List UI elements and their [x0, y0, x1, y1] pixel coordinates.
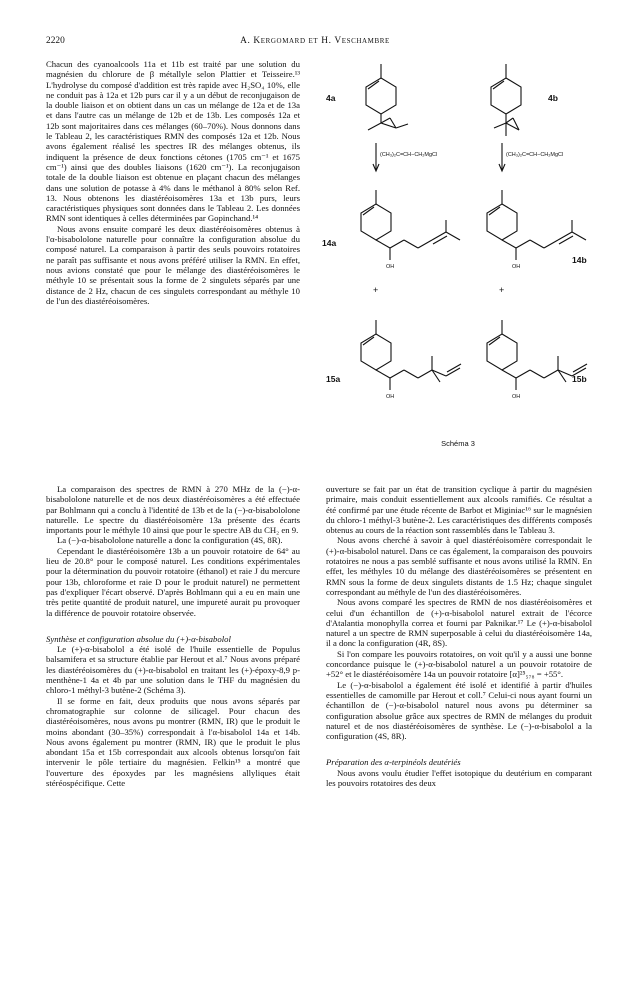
section-heading: Synthèse et configuration absolue du (+)-α-bisabolol [46, 633, 231, 644]
paragraph: Chacun des cyanoalcools 11a et 11b est traité par une solution du magnésien du chlorure de β métallyle selon Plattier et Teisseire.¹³ L'hydrolyse du composé d'addition est très rapide avec H₂SO₄ 10%, elle ne conduit pas à 12a et 12b purs car il y a un début de reconjugaison de la double liaison et on obtient dans un cas un mélange de 12a et de 13a et dans l'autre cas un mélange de 12b et de 13b. Les composés 12a et 12b sont majoritaires dans ces mélanges (60–70%). Nous donnons dans le Tableau 2, les caractéristiques RMN des composés 12a et 12b. Nous avons également réalisé les spectres IR des mélanges obtenus, ils indiquent la présence de deux fonctions cétones (1705 cm⁻¹ et 1675 cm⁻¹) ainsi que des doubles liaisons (1620 cm⁻¹). La reconjugaison totale de la double liaison est obtenue en plaçant chacun des mélanges dans une solution de potasse à 4% dans le méthanol à 80% selon Ref. 13. Nous obtenons les diastéréoisomères 13a et 13b purs, leurs caractéristiques physiques sont données dans le Tableau 2. Les données RMN sont identiques à celles déterminées par Gopinchand.¹⁴ [46, 59, 300, 224]
plus-sign: + [499, 285, 505, 295]
compound-label: 14a [322, 238, 337, 248]
bisabolol-14a-structure [361, 190, 460, 260]
left-column-bottom [46, 484, 300, 788]
compound-label: 4b [548, 93, 558, 103]
reagent-label: (CH₃)₂C=CH−CH₂MgCl [380, 152, 438, 158]
paragraph: Nous avons voulu étudier l'effet isotopique du deutérium en comparant les pouvoirs rotatoires des deux [326, 767, 592, 789]
paragraph: Le (−)-α-bisabolol a également été isolé et identifié à partir d'huiles essentielles de camomille par Herout et coll.⁷ Celui-ci nous ayant fourni un échantillon de (−)-α-bisabolol naturel nous avons pu déterminer sa configuration absolue grâce aux spectres de RMN de mélanges du produit naturel et de nos diastéréoisomères de synthèse. Le (−)-α-bisabolol a la configuration (4S, 8R). [326, 679, 592, 742]
paragraph: La (−)-α-bisabololone naturelle a donc la configuration (4S, 8R). [57, 535, 283, 546]
scheme-3-drawing [316, 58, 600, 478]
reagent-label: (CH₃)₂C=CH−CH₂MgCl [506, 152, 564, 158]
paragraph: Le (+)-α-bisabolol a été isolé de l'huile essentielle de Populus balsamifera et sa structure établie par Herout et al.⁷ Nous avons préparé les diastéréoisomères du (+)-α-bisabolol en traitant les (+)-époxy-8,9 p-menthène-1 4a et 4b par une solution dans le THF du magnésien du chloro-1 méthyl-3 butène-2 (Schéma 3). [46, 644, 300, 696]
scheme-3-figure [316, 58, 600, 478]
compound-label: 4a [326, 93, 336, 103]
paragraph: Nous avons ensuite comparé les deux diastéréoisomères obtenus à l'α-bisabololone naturelle pour connaître la configuration absolue du composé naturel. La comparaison à partir des seuls pouvoirs rotatoires ne paraît pas suffisante et nous avons préféré utiliser la RMN. En effet, nous avions constaté que pour le mélange des diastéréoisomères le méthyle 10 se présentait sous la forme de 2 singulets séparés par une distance de 2 Hz, chacun de ces singulets correspondant au méthyle 10 de l'un des diastéréoisomères. [46, 223, 300, 306]
hydroxyl-label: OH [386, 264, 395, 270]
paragraph: Il se forme en fait, deux produits que nous avons séparés par chromatographie sur colonne de silicagel. Pour chacun des diastéréoisomères, nous avons pu montrer (RMN, IR) que le produit le moins abondant (30–35%) correspondait à l'α-bisabolol 14a et 14b. Nous avons également pu montrer (RMN, IR) que le produit le plus abondant 15a et 15b correspondait aux alcools obtenus lorsqu'on fait intervenir le pôle tertiaire du magnésien. Felkin¹⁵ a montré que l'ouverture des époxydes par les magnésiens allyliques était stéréospécifique. Cette [46, 695, 300, 789]
hydroxyl-label: OH [386, 394, 395, 400]
compound-label: 15a [326, 374, 341, 384]
plus-sign: + [373, 285, 379, 295]
hydroxyl-label: OH [512, 394, 521, 400]
compound-label: 15b [572, 374, 587, 384]
epoxide-4a-structure [366, 64, 408, 130]
right-column [326, 484, 592, 788]
paragraph: Nous avons comparé les spectres de RMN de nos diastéréoisomères et celui d'un échantillon de (+)-α-bisabolol naturel extrait de l'écorce d'Atalantia monophylla correa et fourni par Paknikar.¹⁷ Le (+)-α-bisabolol naturel a un spectre de RMN superposable à celui du diastéréoisomère 14a, il a donc la configuration (4R, 8S). [326, 597, 592, 649]
alcohol-15a-structure [361, 320, 461, 390]
bisabolol-14b-structure [487, 190, 586, 260]
running-title: A. Kergomard et H. Veschambre [240, 36, 390, 46]
compound-label: 14b [572, 255, 587, 265]
hydroxyl-label: OH [512, 264, 521, 270]
left-column-top [46, 59, 300, 306]
paragraph: ouverture se fait par un état de transition cyclique à partir du magnésien primaire, mais conduit essentiellement aux alcools ramifiés. Ce résultat a été confirmé par une étude récente de Barbot et Miginiac¹⁶ sur le magnésien du chloro-1 méthyl-3 butène-2. Les caractéristiques des différents composés obtenus au cours de la réaction sont rassemblés dans le Tableau 3. [326, 484, 592, 536]
epoxide-4b-structure [491, 64, 521, 136]
paragraph: Nous avons cherché à savoir à quel diastéréoisomère correspondait le (+)-α-bisabolol naturel. Dans ce cas également, la comparaison des pouvoirs rotatoires ne nous a pas semblé suffisante et nous avons utilisé la RMN. En effet, les méthyles 10 du mélange des diastéréoisomères se présentent en RMN sous la forme de deux singulets distants de 1.5 Hz; chaque singulet correspondant au méthyle de l'un des diastéréoisomères. [326, 535, 592, 597]
scheme-caption: Schéma 3 [441, 439, 475, 448]
paragraph: Si l'on compare les pouvoirs rotatoires, on voit qu'il y a aussi une bonne concordance puisque le (+)-α-bisabolol naturel a un pouvoir rotatoire de +52° et le diastéréoisomère 14a un pouvoir rotatoire [α]²⁵₅₇₈ = +55°. [326, 648, 592, 680]
page-number: 2220 [46, 36, 65, 46]
paragraph: Cependant le diastéréoisomère 13b a un pouvoir rotatoire de 64° au lieu de 20.8° pour le composé naturel. Les conditions expérimentales pour la détermination du pouvoir rotatoire (éthanol) et raie J du mercure pour 13b, chloroforme et raie D pour le produit naturel) ne permettent pas d'expliquer l'écart observé. D'après Bohlmann qui a eu en main une très petite quantité de produit naturel, une impureté aurait pu provoquer la différence de pouvoir rotatoire observée. [46, 545, 300, 618]
paragraph: La comparaison des spectres de RMN à 270 MHz de la (−)-α-bisabololone naturelle et de nos deux diastéréoisomères a été effectuée par Bohlmann qui a conclu à l'identité de 13b et de la (−)-α-bisabololone naturelle. Le spectre du diastéréoisomère 13a présente des écarts importants pour le méthyle 10 ainsi que pour le spectre AB du CH₂ en 9. [46, 484, 300, 536]
section-heading: Préparation des α-terpinéols deutériés [326, 757, 461, 768]
page-header [46, 36, 584, 50]
